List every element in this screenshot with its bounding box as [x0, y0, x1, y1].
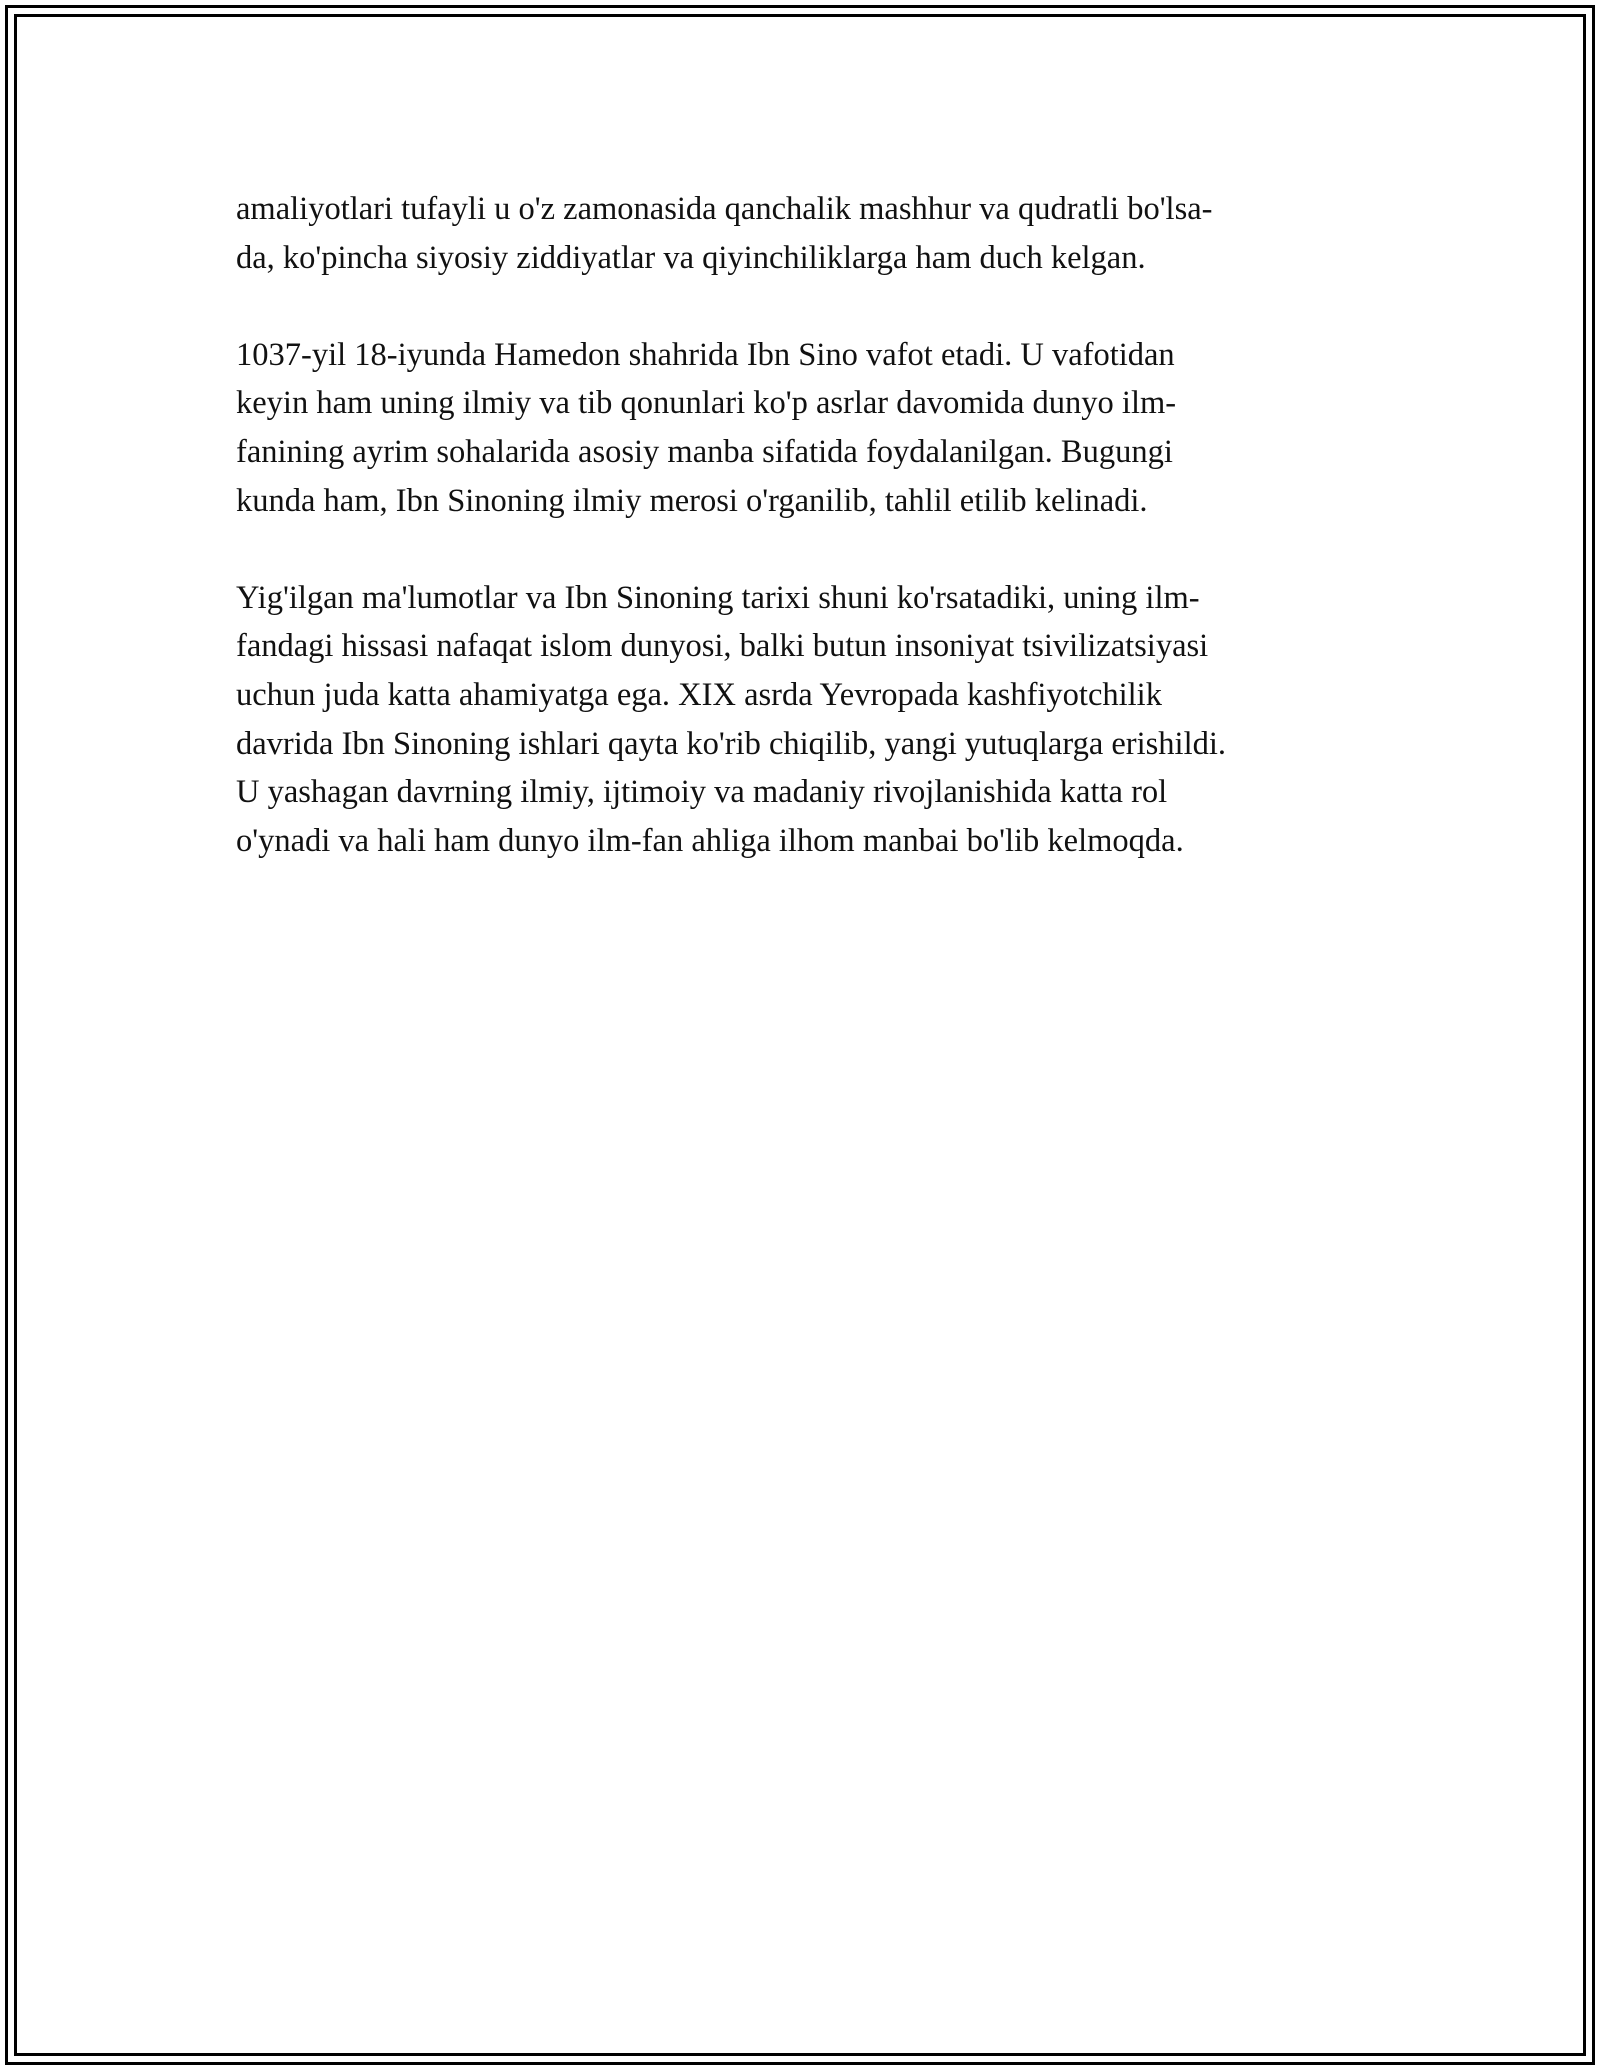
text-line: amaliyotlari tufayli u o'z zamonasida qanchalik mashhur va qudratli bo'lsa-	[236, 191, 1213, 227]
document-body	[236, 185, 1366, 914]
text-line: 1037-yil 18-iyunda Hamedon shahrida Ibn Sino vafot etadi. U vafotidan	[236, 336, 1175, 373]
text-line: o'ynadi va hali ham dunyo ilm-fan ahliga ilhom manbai bo'lib kelmoqda.	[236, 822, 1184, 859]
text-line: U yashagan davrning ilmiy, ijtimoiy va madaniy rivojlanishida katta rol	[236, 774, 1168, 811]
text-line: kunda ham, Ibn Sinoning ilmiy merosi o'rganilib, tahlil etilib kelinadi.	[236, 482, 1148, 519]
text-line: keyin ham uning ilmiy va tib qonunlari ko'p asrlar davomida dunyo ilm-	[236, 385, 1177, 422]
paragraph-1	[236, 185, 1366, 282]
text-line: da, ko'pincha siyosiy ziddiyatlar va qiyinchiliklarga ham duch kelgan.	[236, 239, 1146, 276]
text-line: fandagi hissasi nafaqat islom dunyosi, balki butun insoniyat tsivilizatsiyasi	[236, 628, 1209, 665]
paragraph-2	[236, 331, 1366, 525]
text-line: Yig'ilgan ma'lumotlar va Ibn Sinoning tarixi shuni ko'rsatadiki, uning ilm-	[236, 579, 1200, 616]
paragraph-3	[236, 574, 1366, 866]
text-line: fanining ayrim sohalarida asosiy manba sifatida foydalanilgan. Bugungi	[236, 433, 1173, 470]
text-line: davrida Ibn Sinoning ishlari qayta ko'rib chiqilib, yangi yutuqlarga erishildi.	[236, 725, 1227, 762]
text-line: uchun juda katta ahamiyatga ega. XIX asrda Yevropada kashfiyotchilik	[236, 676, 1162, 713]
